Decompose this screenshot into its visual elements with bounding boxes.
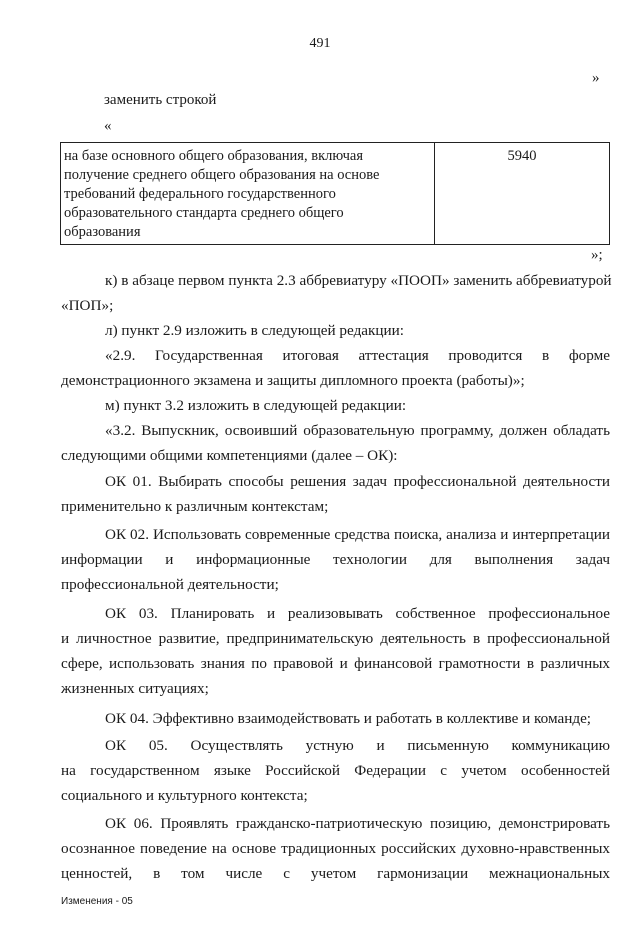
text-line: на государственном языке Российской Федерации с учетом особенностей [61,762,610,779]
text-line: демонстрационного экзамена и защиты дипломного проекта (работы)»; [61,372,525,389]
text-line: ценностей, в том числе с учетом гармонизации межнациональных [61,865,610,882]
revision-note: Изменения - 05 [61,896,133,907]
opening-quote: « [104,118,112,134]
text-line: сфере, использовать знания по правовой и финансовой грамотности в различных [61,655,610,672]
paragraph-2-9 [61,343,610,393]
text-line: л) пункт 2.9 изложить в следующей редакции: [105,322,405,339]
text-line: профессиональной деятельности; [61,576,279,593]
table-row [61,143,610,245]
paragraph-l [61,318,610,343]
table-text-line: требований федерального государственного [64,186,336,202]
closing-quote-semicolon: »; [591,247,603,263]
paragraph-k [61,268,610,318]
replace-instruction: заменить строкой [104,92,217,108]
text-line: применительно к различным контекстам; [61,498,329,515]
text-line: «2.9. Государственная итоговая аттестация проводится в форме [105,347,610,364]
text-line: жизненных ситуациях; [61,680,209,697]
table-text-line: на базе основного общего образования, включая [64,148,364,164]
table-text-line: образования [64,224,141,240]
table-text-line: образовательного стандарта среднего общего [64,205,344,221]
competence-ok02 [61,522,610,597]
competence-ok04 [61,706,610,731]
text-line: к) в абзаце первом пункта 2.3 аббревиатуру «ПООП» заменить аббревиатурой [105,272,612,289]
closing-quote: » [592,70,600,86]
text-line: ОК 06. Проявлять гражданско-патриотическую позицию, демонстрировать [105,815,610,832]
table-text-line: получение среднего общего образования на основе [64,167,380,183]
text-line: ОК 01. Выбирать способы решения задач профессиональной деятельности [105,473,610,490]
text-line: осознанное поведение на основе традиционных российских духовно-нравственных [61,840,610,857]
text-line: информации и информационные технологии для выполнения задач [61,551,610,568]
text-line: социального и культурного контекста; [61,787,308,804]
text-line: и личностное развитие, предпринимательскую деятельность в профессиональной [61,630,610,647]
competence-ok05 [61,733,610,808]
hours-value-cell: 5940 [435,143,610,245]
text-line: «ПОП»; [61,297,114,314]
text-line: ОК 02. Использовать современные средства поиска, анализа и интерпретации [105,526,610,543]
text-line: следующими общими компетенциями (далее – ОК): [61,447,398,464]
text-line: ОК 05. Осуществлять устную и письменную коммуникацию [105,737,610,754]
education-basis-cell [61,143,435,245]
text-line: ОК 04. Эффективно взаимодействовать и работать в коллективе и команде; [105,710,592,727]
text-line: «3.2. Выпускник, освоивший образовательную программу, должен обладать [105,422,610,439]
text-line: ОК 03. Планировать и реализовывать собственное профессиональное [105,605,610,622]
text-line: м) пункт 3.2 изложить в следующей редакции: [105,397,407,414]
paragraph-m [61,393,610,418]
competence-ok03 [61,601,610,701]
paragraph-3-2 [61,418,610,468]
page-number: 491 [309,36,331,51]
competence-ok06 [61,811,610,886]
competence-ok01 [61,469,610,519]
replacement-table [60,142,610,245]
